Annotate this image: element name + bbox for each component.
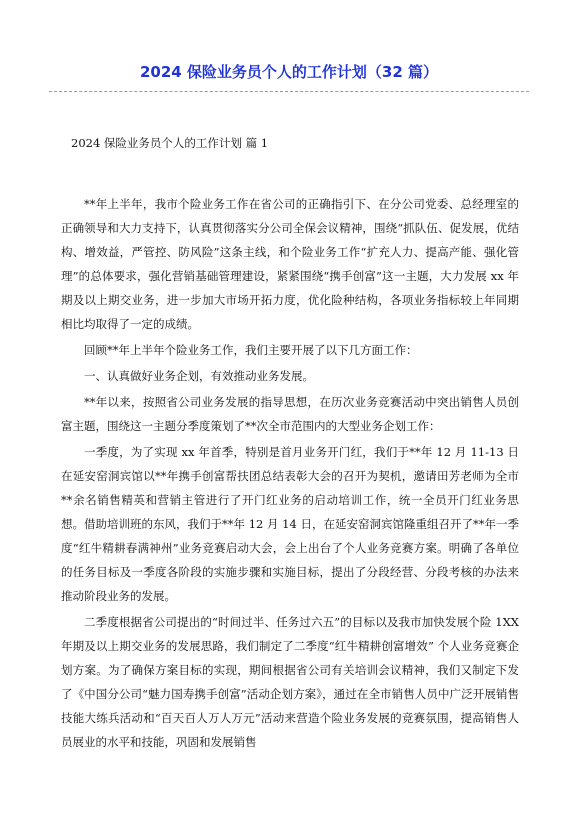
paragraph: 一、认真做好业务企划，有效推动业务发展。 (84, 369, 314, 383)
paragraph: 二季度根据省公司提出的“时间过半、任务过六五”的目标以及我市加快发展个险 1XX 年期及以上期交业务的发展思路，我们制定了二季度“红牛精耕创富增效” 个人业务竞赛企划方案。为了确保方案目标的实现，期间根据省公司有关培训会议精神，我们又制定下发了《中国分公司“魅力国寿携手创富”活动企划方案》，通过在全市销售人员中广泛开展销售技能大练兵活动和“百天百人万人万元”活动来营造个险业务发展的竞赛氛围，提高销售人员展业的水平和技能，巩固和发展销售 (61, 615, 519, 749)
document-body (61, 133, 519, 754)
section-heading: 2024 保险业务员个人的工作计划 篇 1 (71, 136, 269, 150)
paragraph: 一季度，为了实现 xx 年首季，特别是首月业务开门红，我们于**年 12 月 11-13 日在延安窑洞宾馆以**年携手创富帮扶团总结表彰大会的召开为契机，邀请田芳老师为全市**余名销售精英和营销主管进行了开门红业务的启动培训工作，统一全员开门红业务思想。借助培训班的东风，我们于**年 12 月 14 日，在延安窑洞宾馆隆重组召开了**年一季度“红牛精耕春满神州”业务竞赛启动大会，会上出台了个人业务竞赛方案。明确了各单位的任务目标及一季度各阶段的实施步骤和实施目标，提出了分段经营、分段考核的办法来推动阶段业务的发展。 (61, 445, 519, 603)
paragraph: 回顾**年上半年个险业务工作，我们主要开展了以下几方面工作： (84, 343, 418, 357)
paragraph: **年上半年，我市个险业务工作在省公司的正确指引下、在分公司党委、总经理室的正确领导和大力支持下，认真贯彻落实分公司全保会议精神，围绕“抓队伍、促发展，优结构、增效益，严管控、防风险”这条主线，和个险业务工作“扩充人力、提高产能、强化管理”的总体要求，强化营销基础管理建设，紧紧围绕“携手创富”这一主题，大力发展 xx 年期及以上期交业务，进一步加大市场开拓力度，优化险种结构，各项业务指标较上年同期相比均取得了一定的成绩。 (61, 197, 519, 331)
document-title: 2024 保险业务员个人的工作计划（32 篇） (139, 63, 439, 81)
title-divider (49, 91, 529, 92)
paragraph: **年以来，按照省公司业务发展的指导思想，在历次业务竞赛活动中突出销售人员创富主题，围绕这一主题分季度策划了**次全市范围内的大型业务企划工作： (61, 395, 519, 433)
